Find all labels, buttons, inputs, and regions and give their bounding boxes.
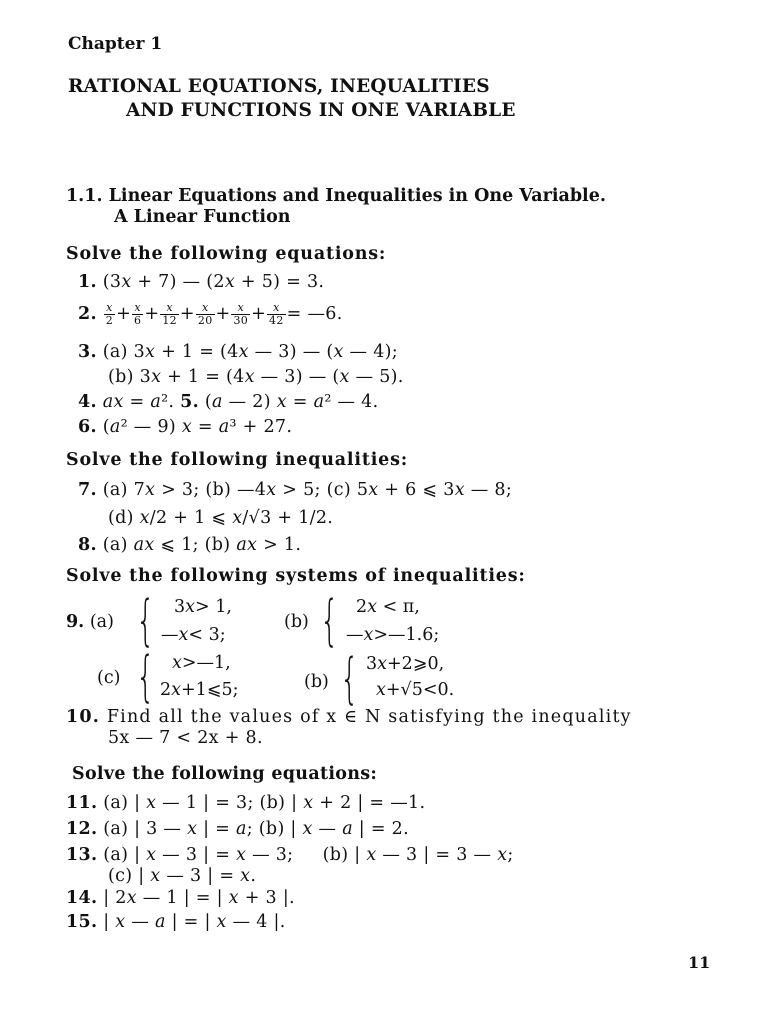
problem-14: 14. | 2x — 1 | = | x + 3 |. [66, 888, 295, 908]
problem-7abc: 7. (a) 7x > 3; (b) —4x > 5; (c) 5x + 6 ⩽ 3x — 8; [78, 480, 513, 500]
system-9b-line2: —x>—1.6; [346, 625, 440, 645]
system-9b-line1: 2x < π, [356, 597, 420, 617]
chapter-label: Chapter 1 [68, 34, 163, 54]
left-brace-icon: { [136, 645, 155, 708]
problem-12: 12. (a) | 3 — x | = a; (b) | x — a | = 2. [66, 819, 409, 839]
problem-2: 2. $\frac{x}{2}$ + $\frac{x}{6}$ + $\frac{x}{12}$ + $\frac{x}{20}$ + $\frac{x}{30}$ + $\frac{x}{42}$ = —6. [78, 301, 343, 327]
system-9d-line2: x+√5<0. [376, 680, 455, 700]
section-heading-line1: 1.1. Linear Equations and Inequalities in One Variable. [66, 186, 606, 206]
system-9d-line1: 3x+2⩾0, [366, 654, 445, 674]
problem-1: 1. (3x + 7) — (2x + 5) = 3. [78, 272, 325, 292]
problem-15: 15. | x — a | = | x — 4 |. [66, 912, 286, 932]
problem-9-label: 9. (a) [66, 612, 114, 632]
system-9c-line1: x>—1, [172, 653, 231, 673]
left-brace-icon: { [320, 589, 339, 652]
problem-3b: (b) 3x + 1 = (4x — 3) — (x — 5). [108, 367, 404, 387]
problem-8: 8. (a) ax ⩽ 1; (b) ax > 1. [78, 535, 302, 555]
instruction-systems: Solve the following systems of inequalities: [66, 566, 526, 586]
problem-13ab: 13. (a) | x — 3 | = x — 3; (b) | x — 3 | = 3 — x; [66, 845, 514, 865]
chapter-title-line2: AND FUNCTIONS IN ONE VARIABLE [126, 100, 516, 121]
left-brace-icon: { [136, 589, 155, 652]
problem-10-line2: 5x — 7 < 2x + 8. [108, 728, 263, 748]
section-heading-line2: A Linear Function [114, 207, 291, 227]
system-9b-label: (b) [284, 612, 309, 632]
problem-10-line1: 10. Find all the values of x ∈ N satisfying the inequality [66, 707, 632, 727]
problem-11: 11. (a) | x — 1 | = 3; (b) | x + 2 | = —1. [66, 793, 426, 813]
system-9c-label: (c) [97, 668, 121, 688]
left-brace-icon: { [340, 647, 359, 710]
problem-7d: (d) x/2 + 1 ⩽ x/√3 + 1/2. [108, 508, 334, 528]
problem-3a: 3. (a) 3x + 1 = (4x — 3) — (x — 4); [78, 342, 398, 362]
system-9c-line2: 2x+1⩽5; [160, 680, 239, 700]
problem-4-5: 4. ax = a². 5. (a — 2) x = a² — 4. [78, 392, 379, 412]
instruction-equations: Solve the following equations: [66, 244, 387, 264]
problem-6: 6. (a² — 9) x = a³ + 27. [78, 417, 293, 437]
system-9d-label: (b) [304, 672, 329, 692]
page-number: 11 [688, 953, 711, 972]
problem-13c: (c) | x — 3 | = x. [108, 866, 257, 886]
chapter-title-line1: RATIONAL EQUATIONS, INEQUALITIES [68, 76, 490, 97]
instruction-inequalities: Solve the following inequalities: [66, 450, 408, 470]
system-9a-line1: 3x> 1, [174, 597, 232, 617]
system-9a-line2: —x< 3; [161, 625, 226, 645]
instruction-equations-2: Solve the following equations: [72, 764, 378, 784]
